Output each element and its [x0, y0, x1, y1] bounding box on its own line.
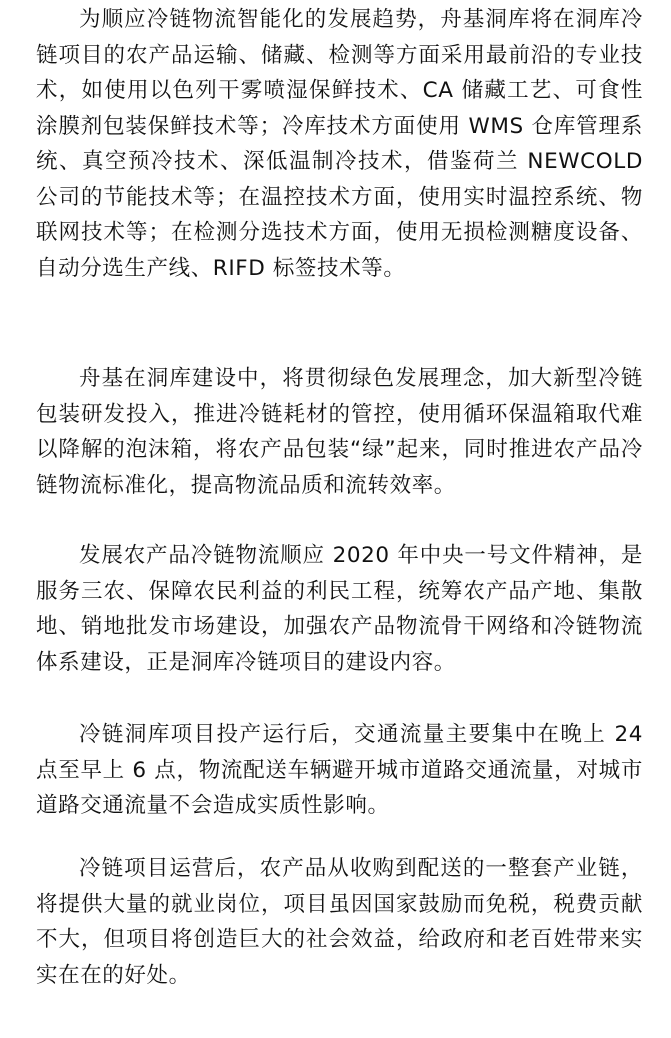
paragraph-policy-alignment: 发展农产品冷链物流顺应 2020 年中央一号文件精神，是服务三农、保障农民利益的利民工程，统筹农产品产地、集散地、销地批发市场建设，加强农产品物流骨干网络和冷链物流体系建设，正是洞库冷链项目的建设内容。: [36, 543, 643, 675]
paragraph-smart-cold-chain-tech: 为顺应冷链物流智能化的发展趋势，舟基洞库将在洞库冷链项目的农产品运输、储藏、检测等方面采用最前沿的专业技术，如使用以色列干雾喷湿保鲜技术、CA 储藏工艺、可食性涂膜剂包装保鲜技术等；冷库技术方面使用 WMS 仓库管理系统、真空预冷技术、深低温制冷技术，借鉴荷兰 NEWCOLD 公司的节能技术等；在温控技术方面，使用实时温控系统、物联网技术等；在检测分选技术方面，使用无损检测糖度设备、自动分选生产线、RIFD 标签技术等。: [36, 7, 643, 281]
paragraph-green-development: 舟基在洞库建设中，将贯彻绿色发展理念，加大新型冷链包装研发投入，推进冷链耗材的管控，使用循环保温箱取代难以降解的泡沫箱，将农产品包装“绿”起来，同时推进农产品冷链物流标准化，提高物流品质和流转效率。: [36, 366, 643, 498]
paragraph-social-benefits: 冷链项目运营后，农产品从收购到配送的一整套产业链，将提供大量的就业岗位，项目虽因国家鼓励而免税，税费贡献不大，但项目将创造巨大的社会效益，给政府和老百姓带来实实在在的好处。: [36, 856, 643, 988]
paragraph-traffic-impact: 冷链洞库项目投产运行后，交通流量主要集中在晚上 24 点至早上 6 点，物流配送车辆避开城市道路交通流量，对城市道路交通流量不会造成实质性影响。: [36, 722, 643, 818]
